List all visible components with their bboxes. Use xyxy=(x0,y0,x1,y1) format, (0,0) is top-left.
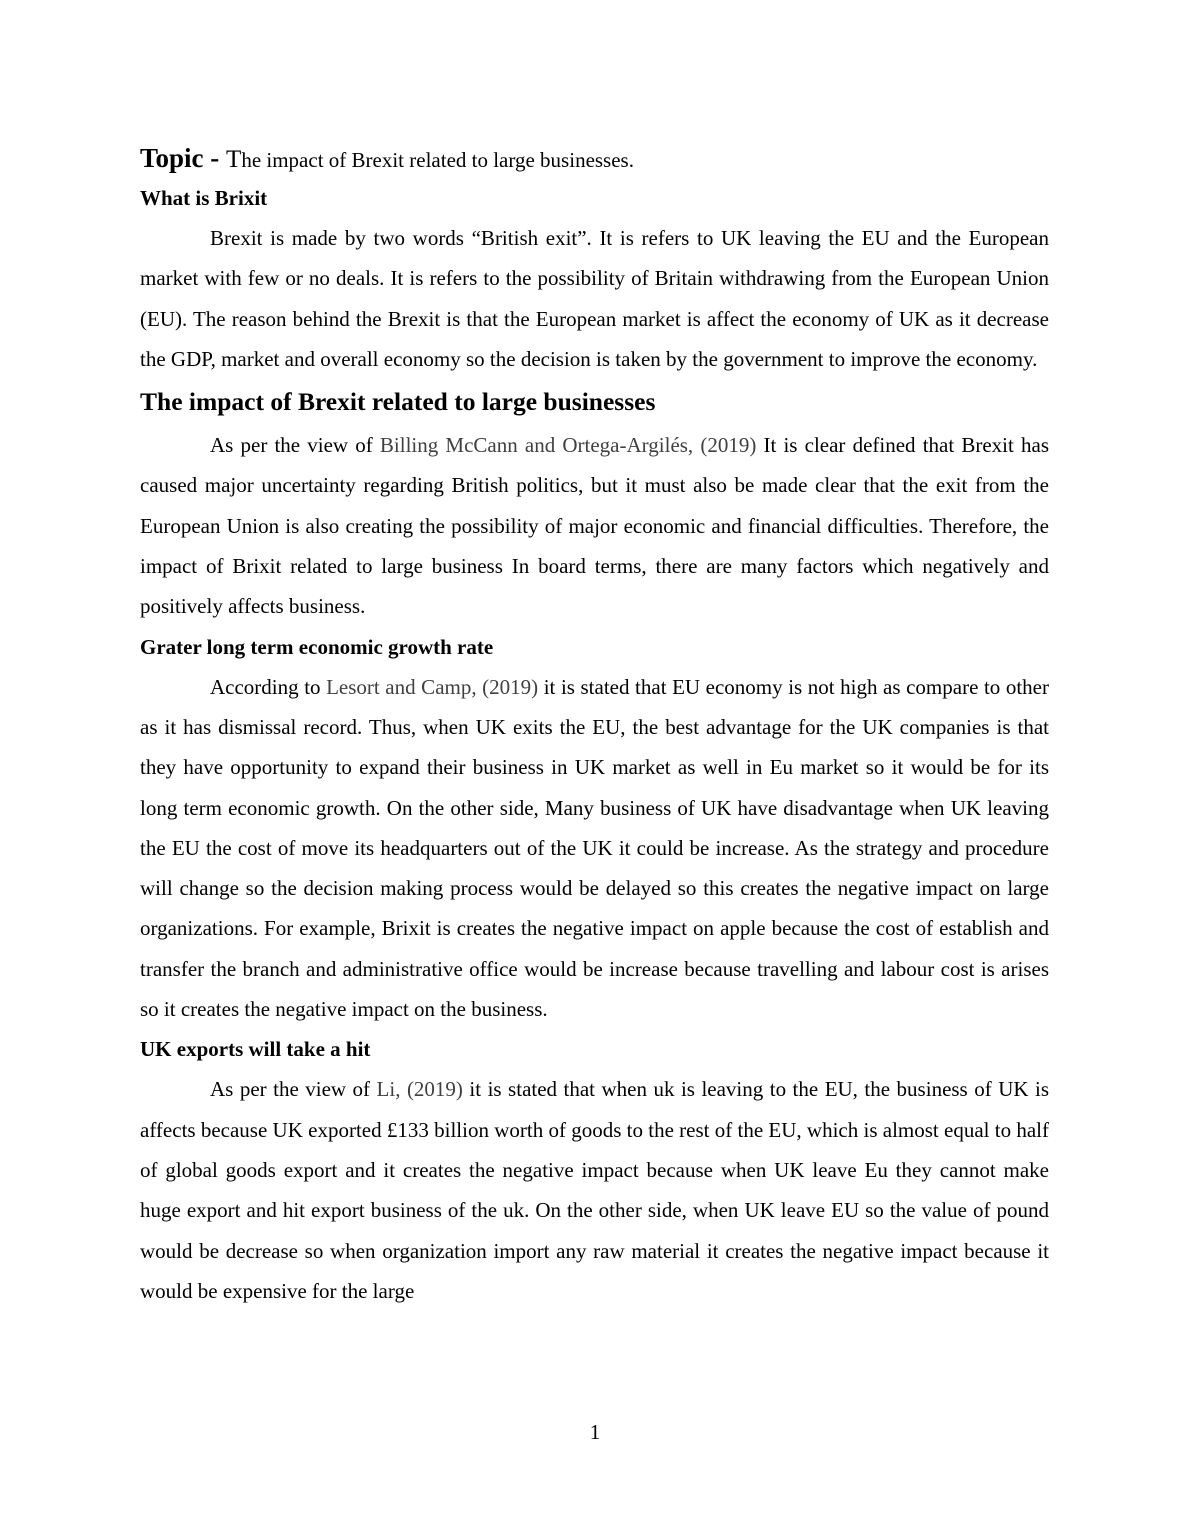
paragraph-impact-of-brexit xyxy=(140,425,1049,626)
citation-li: Li, (2019) xyxy=(376,1077,463,1102)
heading-impact-of-brexit: The impact of Brexit related to large businesses xyxy=(140,387,656,417)
paragraph-text: it is stated that when uk is leaving to the EU, the business of UK is affects because UK exported £133 billion worth of goods to the rest of the EU, which is almost equal to half of global goods export and it creates the negative impact because when UK leave Eu they cannot make huge export and hit export business of the uk. On the other side, when UK leave EU so the value of pound would be decrease so when organization import any raw material it creates the negative impact because it would be expensive for the large xyxy=(140,1077,1050,1303)
paragraph-text: It is clear defined that Brexit has caused major uncertainty regarding British politics, but it must also be made clear that the exit from the European Union is also creating the possibility of major economic and financial difficulties. Therefore, the impact of Brixit related to large business In board terms, there are many factors which negatively and positively affects business. xyxy=(140,433,1049,619)
paragraph-text: According to xyxy=(210,674,327,699)
citation-billing: Billing McCann and Ortega-Argilés, (2019) xyxy=(379,433,757,458)
paragraph-text: it is stated that EU economy is not high as compare to other as it has dismissal record. Thus, when UK exits the EU, the best advantage for the UK companies is that they have opportunity to expand their business in UK market as well in Eu market so it would be for its long term economic growth. On the other side, Many business of UK have disadvantage when UK leaving the EU the cost of move its headquarters out of the UK it could be increase. As the strategy and procedure will change so the decision making process would be delayed so this creates the negative impact on large organizations. For example, Brixit is creates the negative impact on apple because the cost of establish and transfer the branch and administrative office would be increase because travelling and labour cost is arises so it creates the negative impact on the business. xyxy=(140,674,1049,1022)
topic-first-letter: T xyxy=(226,146,242,173)
document-page xyxy=(140,138,1049,1311)
heading-uk-exports: UK exports will take a hit xyxy=(140,1037,371,1062)
paragraph-text: As per the view of xyxy=(210,1077,377,1102)
paragraph-uk-exports xyxy=(140,1069,1049,1311)
page-number: 1 xyxy=(589,1420,601,1444)
heading-growth-rate: Grater long term economic growth rate xyxy=(140,634,494,659)
topic-label: Topic - xyxy=(140,143,227,173)
topic-line xyxy=(140,138,1049,178)
paragraph-growth-rate xyxy=(140,667,1049,1030)
heading-what-is-brixit: What is Brixit xyxy=(140,186,268,210)
citation-lesort: Lesort and Camp, (2019) xyxy=(326,674,539,699)
paragraph-what-is-brixit: Brexit is made by two words “British exit”. It is refers to UK leaving the EU and the European market with few or no deals. It is refers to the possibility of Britain withdrawing from the European Union (EU). The reason behind the Brexit is that the European market is affect the economy of UK as it decrease the GDP, market and overall economy so the decision is taken by the government to improve the economy. xyxy=(140,226,1049,371)
paragraph-text: As per the view of xyxy=(210,433,380,458)
topic-text: he impact of Brexit related to large businesses. xyxy=(241,148,634,172)
